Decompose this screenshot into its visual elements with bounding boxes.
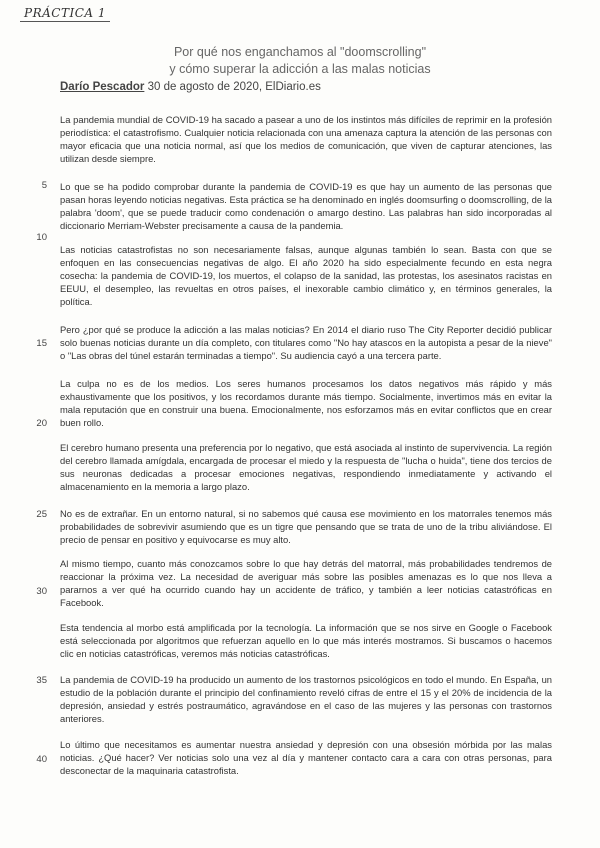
paragraph: Lo último que necesitamos es aumentar nuestra ansiedad y depresión con una obsesión mórbida por las malas noticias. ¿Qué hacer? Ver noticias solo una vez al día y mantener contacto cara a cara con otras personas, para desconectar de la maquinaria catastrofista.	[60, 739, 552, 776]
line-number: 10	[36, 232, 47, 243]
line-number: 5	[41, 180, 47, 191]
paragraph: La culpa no es de los medios. Los seres humanos procesamos los datos negativos más rápido y más exhaustivamente que los positivos, y los recordamos durante más tiempo. Socialmente, invertimos más en evitar la mala reputación que en construir una buena. Emocionalmente, nos esforzamos más en evitar conflictos que en crear buen rollo.	[60, 378, 552, 428]
line-number: 20	[36, 418, 47, 429]
paragraph: Lo que se ha podido comprobar durante la pandemia de COVID-19 es que hay un aumento de las personas que pasan horas leyendo noticias negativas. Esta práctica se ha denominado en inglés doomsurfing o doomscrolling, de la palabra 'doom', que se puede traducir como condenación o amargo destino. Las palabras han sido incorporadas al diccionario Merriam-Webster precisamente a causa de la pandemia.	[60, 181, 552, 231]
paragraph: Las noticias catastrofistas no son necesariamente falsas, aunque algunas también lo sean. Basta con que se enfoquen en las consecuencias negativas de algo. El año 2020 ha sido especialmente fecundo en esta negra cosecha: la pandemia de COVID-19, los muertos, el colapso de la sanidad, las protestas, los asesinatos racistas en EEUU, el desempleo, las revueltas en otros países, el inexorable cambio climático y, en términos generales, la política.	[60, 244, 552, 307]
paragraph: La pandemia mundial de COVID-19 ha sacado a pasear a uno de los instintos más difíciles de reprimir en la profesión periodística: el catastrofismo. Cualquier noticia relacionada con una amenaza captura la atención de las personas con mayor eficacia que una noticia normal, así que los medios de comunicación, que viven de capturar atenciones, las utilizan desde siempre.	[60, 114, 552, 164]
line-number: 25	[36, 509, 47, 520]
handwritten-note: PRÁCTICA 1	[20, 6, 110, 22]
article-title-line-1: Por qué nos enganchamos al "doomscrolling"	[173, 45, 427, 59]
paragraph: Esta tendencia al morbo está amplificada por la tecnología. La información que se nos sirve en Google o Facebook está seleccionada por algoritmos que refuerzan aquello en lo que más interés mostramos. Si buscamos o hacemos clic en noticias catastróficas, veremos más noticias catastróficas.	[60, 622, 552, 659]
paragraph: Al mismo tiempo, cuanto más conozcamos sobre lo que hay detrás del matorral, más probabilidades tendremos de reaccionar la próxima vez. La necesidad de averiguar más sobre las posibles amenazas es lo que nos lleva a pararnos a ver qué ha ocurrido cuando hay un accidente de tráfico, y también a leer noticias catastróficas en Facebook.	[60, 558, 552, 608]
line-number: 30	[36, 586, 47, 597]
byline	[60, 81, 321, 93]
paragraph: No es de extrañar. En un entorno natural, si no sabemos qué causa ese movimiento en los matorrales tenemos más probabilidades de sobrevivir asumiendo que es un tigre que pensando que se trata de uno de la tribu aliviándose. El precio de pensar en positivo y equivocarse es muy alto.	[60, 508, 552, 545]
line-number: 40	[36, 754, 47, 765]
author-name: Darío Pescador	[60, 81, 145, 93]
date-source: 30 de agosto de 2020, ElDiario.es	[147, 81, 321, 93]
line-number: 35	[36, 675, 47, 686]
line-number: 15	[36, 338, 47, 349]
paragraph: El cerebro humano presenta una preferencia por lo negativo, que está asociada al instinto de supervivencia. La región del cerebro llamada amígdala, encargada de procesar el miedo y la respuesta de "lucha o huida", tiene dos tercios de sus neuronas dedicadas a procesar emociones negativas, respondiendo inmediatamente y activando el almacenamiento en la memoria a largo plazo.	[60, 442, 552, 492]
paragraph: La pandemia de COVID-19 ha producido un aumento de los trastornos psicológicos en todo el mundo. En España, un estudio de la población durante el principio del confinamiento reveló cifras de entre el 15 y el 20% de incidencia de la depresión, ansiedad y estrés postraumático, agravándose en el caso de las mujeres y las personas con trastornos anteriores.	[60, 674, 552, 724]
article-title-line-2: y cómo superar la adicción a las malas noticias	[169, 62, 431, 76]
paragraph: Pero ¿por qué se produce la adicción a las malas noticias? En 2014 el diario ruso The City Reporter decidió publicar solo buenas noticias durante un día completo, con titulares como "No hay atascos en la autopista a pesar de la nieve" o "Las obras del túnel estarán terminadas a tiempo". Su audiencia cayó a una tercera parte.	[60, 324, 552, 361]
